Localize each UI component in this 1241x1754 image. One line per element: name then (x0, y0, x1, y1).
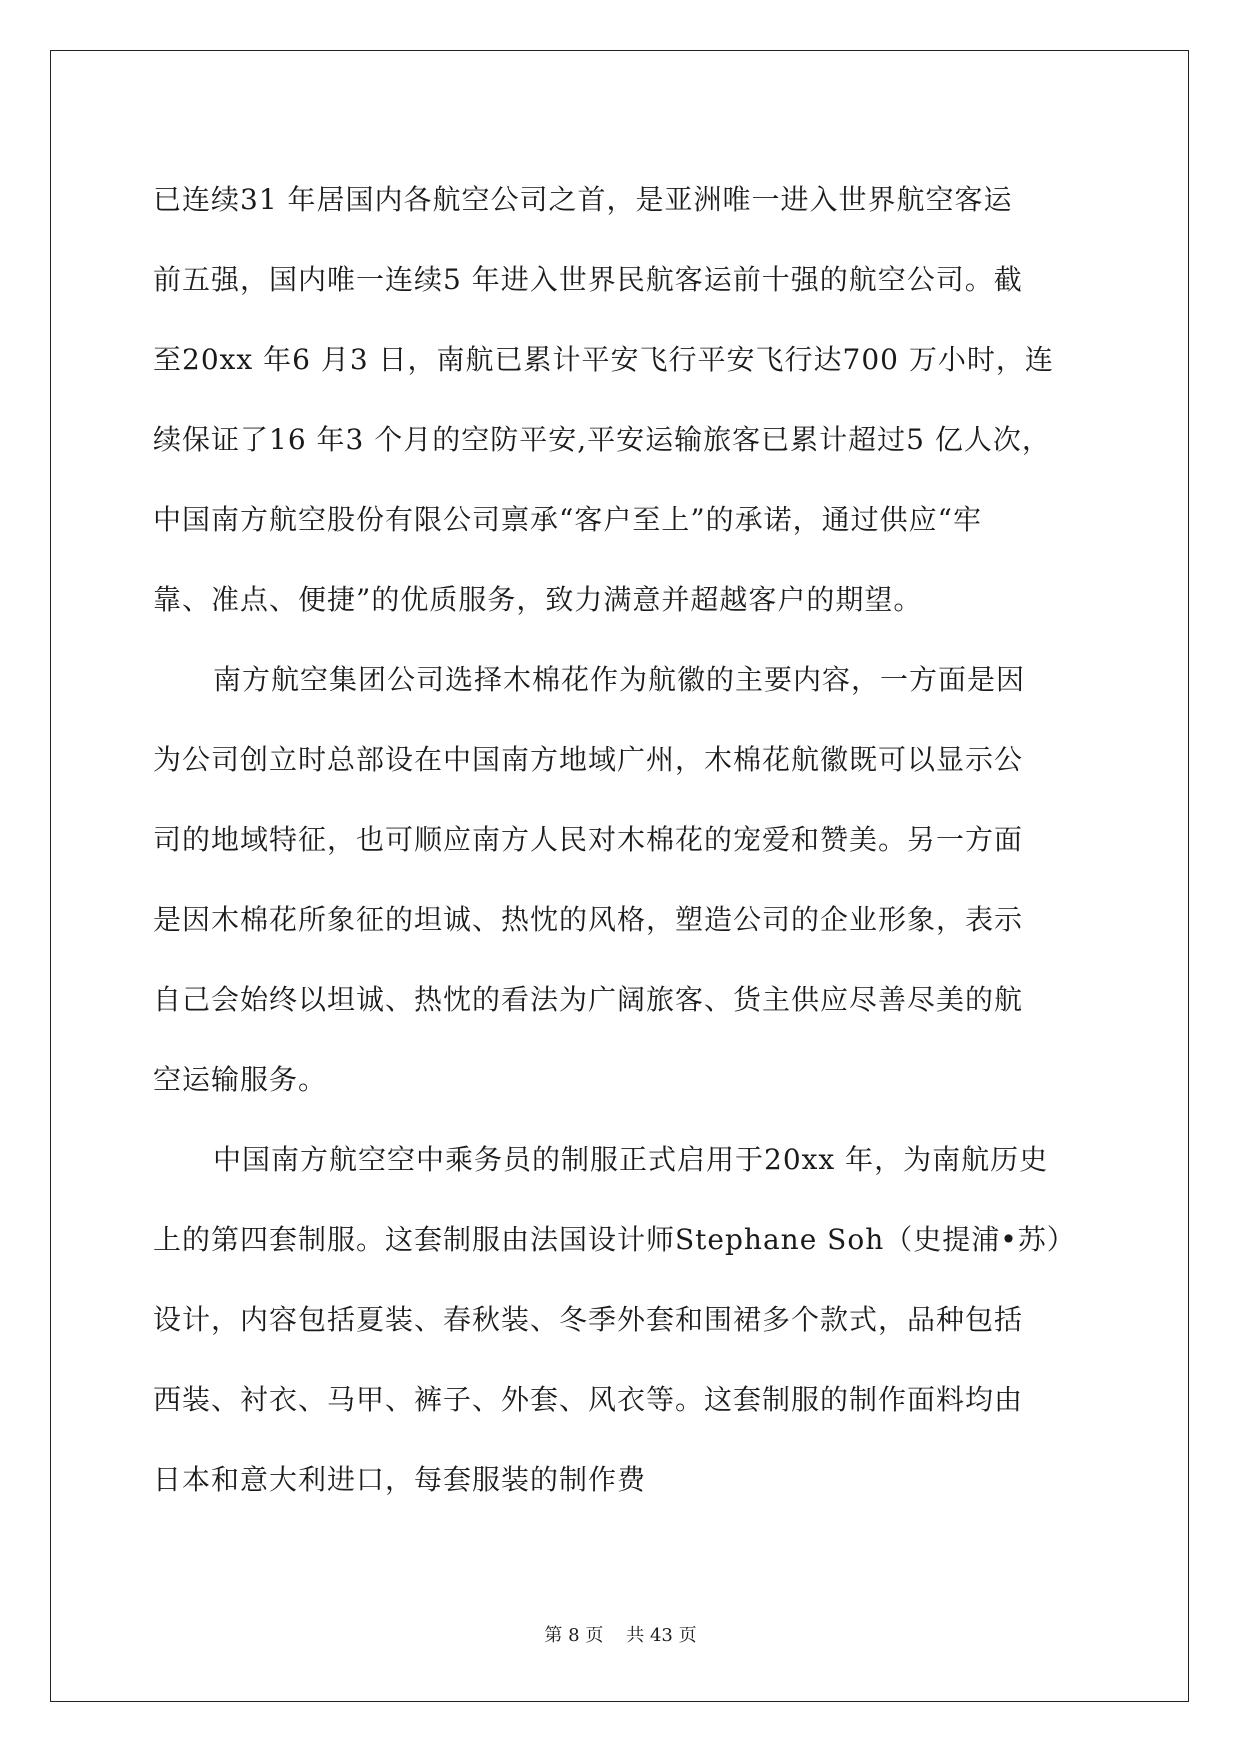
text-line: 为公司创立时总部设在中国南方地域广州，木棉花航徽既可以显示公 (153, 743, 1024, 776)
text-line: 上的第四套制服。这套制服由法国设计师Stephane Soh（史提浦•苏） (153, 1223, 1076, 1256)
document-body (153, 160, 1089, 1520)
paragraph-first-line: 中国南方航空空中乘务员的制服正式启用于20xx 年，为南航历史 (213, 1143, 1049, 1176)
text-line: 中国南方航空股份有限公司禀承“客户至上”的承诺，通过供应“牢 (153, 503, 982, 536)
page-footer (0, 1624, 1241, 1648)
text-line: 自己会始终以坦诚、热忱的看法为广阔旅客、货主供应尽善尽美的航 (153, 983, 1024, 1016)
paragraph-first-line: 南方航空集团公司选择木棉花作为航徽的主要内容，一方面是因 (213, 663, 1026, 696)
text-line: 是因木棉花所象征的坦诚、热忱的风格，塑造公司的企业形象，表示 (153, 903, 1024, 936)
page-total: 共 43 页 (626, 1625, 697, 1646)
text-line: 已连续31 年居国内各航空公司之首，是亚洲唯一进入世界航空客运 (153, 183, 1013, 216)
text-line: 空运输服务。 (153, 1063, 328, 1096)
page-number: 第 8 页 (544, 1625, 604, 1646)
text-line: 前五强，国内唯一连续5 年进入世界民航客运前十强的航空公司。截 (153, 263, 1023, 296)
text-line: 续保证了16 年3 个月的空防平安,平安运输旅客已累计超过5 亿人次， (153, 423, 1051, 456)
text-line: 司的地域特征，也可顺应南方人民对木棉花的宠爱和赞美。另一方面 (153, 823, 1024, 856)
text-line: 至20xx 年6 月3 日，南航已累计平安飞行平安飞行达700 万小时，连 (153, 343, 1054, 376)
text-line: 设计，内容包括夏装、春秋装、冬季外套和围裙多个款式，品种包括 (153, 1303, 1024, 1336)
text-line: 靠、准点、便捷”的优质服务，致力满意并超越客户的期望。 (153, 583, 923, 616)
text-line: 日本和意大利进口，每套服装的制作费 (153, 1463, 647, 1496)
text-line: 西装、衬衣、马甲、裤子、外套、风衣等。这套制服的制作面料均由 (153, 1383, 1024, 1416)
